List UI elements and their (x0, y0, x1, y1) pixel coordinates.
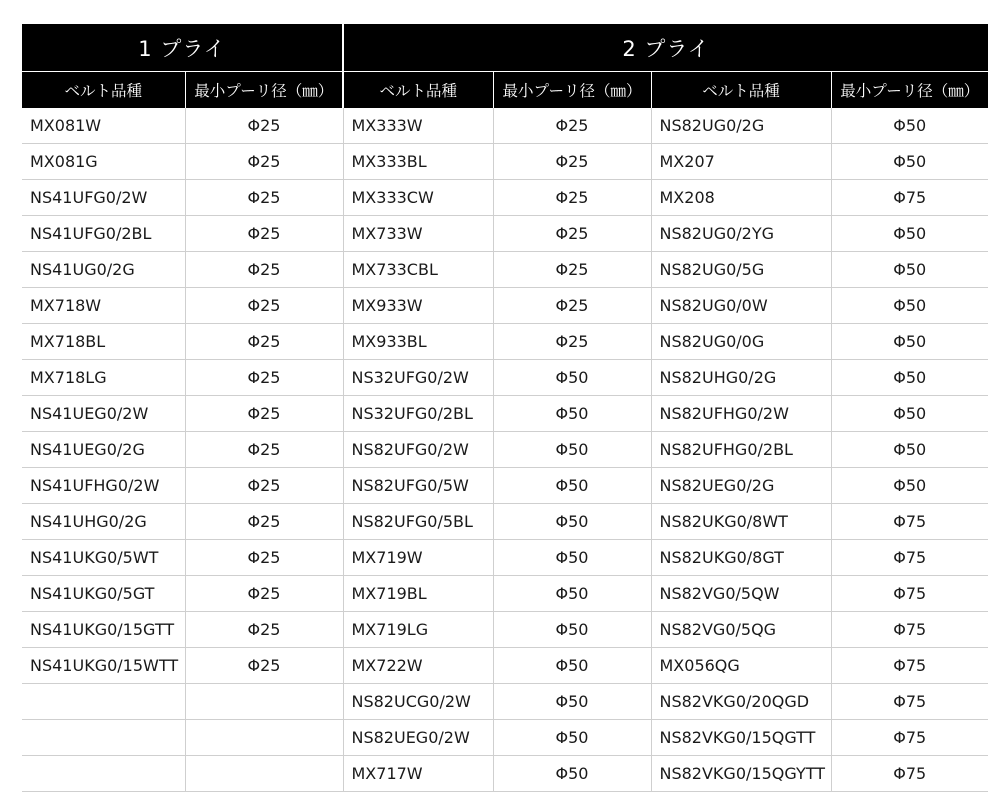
min-pulley-cell: Φ75 (831, 504, 988, 540)
table-row (22, 576, 988, 612)
min-pulley-cell: Φ25 (185, 360, 343, 396)
table-row (22, 396, 988, 432)
min-pulley-cell: Φ25 (185, 468, 343, 504)
column-header-row (22, 72, 988, 109)
min-pulley-cell: Φ50 (831, 432, 988, 468)
col-min-pulley: 最小プーリ径（㎜） (831, 72, 988, 109)
min-pulley-cell: Φ50 (493, 360, 651, 396)
belt-type-cell: NS82UFHG0/2W (651, 396, 831, 432)
belt-type-cell: NS41UG0/2G (22, 252, 185, 288)
min-pulley-cell: Φ75 (831, 612, 988, 648)
belt-type-cell: NS82UEG0/2W (343, 720, 493, 756)
min-pulley-cell: Φ25 (185, 180, 343, 216)
table-row (22, 144, 988, 180)
belt-type-cell: MX933BL (343, 324, 493, 360)
ply-header-row (22, 24, 988, 72)
table-row (22, 648, 988, 684)
min-pulley-cell: Φ50 (493, 396, 651, 432)
table-row (22, 108, 988, 144)
belt-type-cell (22, 684, 185, 720)
belt-type-cell: NS82UFG0/5BL (343, 504, 493, 540)
min-pulley-cell: Φ50 (831, 216, 988, 252)
belt-type-cell: NS41UKG0/15GTT (22, 612, 185, 648)
min-pulley-cell: Φ25 (185, 648, 343, 684)
table-body (22, 108, 988, 792)
min-pulley-cell: Φ50 (831, 396, 988, 432)
min-pulley-cell: Φ75 (831, 576, 988, 612)
min-pulley-cell: Φ50 (493, 504, 651, 540)
min-pulley-cell: Φ50 (831, 144, 988, 180)
belt-type-cell: NS41UEG0/2G (22, 432, 185, 468)
belt-type-cell: NS82UG0/5G (651, 252, 831, 288)
min-pulley-cell: Φ75 (831, 648, 988, 684)
table-row (22, 756, 988, 792)
min-pulley-cell: Φ50 (831, 468, 988, 504)
min-pulley-cell: Φ25 (185, 108, 343, 144)
belt-type-cell: NS82UFHG0/2BL (651, 432, 831, 468)
pulley-table-container (22, 24, 988, 792)
belt-type-cell: MX933W (343, 288, 493, 324)
table-row (22, 612, 988, 648)
belt-type-cell: MX718W (22, 288, 185, 324)
belt-type-cell: MX081W (22, 108, 185, 144)
min-pulley-cell: Φ75 (831, 684, 988, 720)
min-pulley-cell: Φ25 (185, 216, 343, 252)
table-row (22, 720, 988, 756)
min-pulley-cell: Φ25 (493, 216, 651, 252)
belt-type-cell: NS41UFHG0/2W (22, 468, 185, 504)
min-pulley-cell: Φ75 (831, 756, 988, 792)
belt-pulley-table (22, 24, 988, 792)
min-pulley-cell (185, 756, 343, 792)
belt-type-cell: MX719LG (343, 612, 493, 648)
belt-type-cell: MX733W (343, 216, 493, 252)
min-pulley-cell: Φ25 (185, 324, 343, 360)
min-pulley-cell: Φ25 (493, 252, 651, 288)
min-pulley-cell: Φ25 (185, 396, 343, 432)
min-pulley-cell: Φ25 (185, 252, 343, 288)
min-pulley-cell: Φ75 (831, 540, 988, 576)
table-row (22, 324, 988, 360)
belt-type-cell: NS82VKG0/15QGYTT (651, 756, 831, 792)
belt-type-cell: MX733CBL (343, 252, 493, 288)
min-pulley-cell: Φ25 (493, 324, 651, 360)
min-pulley-cell: Φ50 (831, 252, 988, 288)
min-pulley-cell: Φ75 (831, 180, 988, 216)
belt-type-cell: MX056QG (651, 648, 831, 684)
table-row (22, 468, 988, 504)
belt-type-cell: MX208 (651, 180, 831, 216)
belt-type-cell: NS41UKG0/15WTT (22, 648, 185, 684)
min-pulley-cell: Φ50 (831, 108, 988, 144)
min-pulley-cell: Φ25 (493, 144, 651, 180)
belt-type-cell: NS82VG0/5QW (651, 576, 831, 612)
belt-type-cell: NS82UG0/0G (651, 324, 831, 360)
belt-type-cell: NS82VG0/5QG (651, 612, 831, 648)
belt-type-cell: MX081G (22, 144, 185, 180)
belt-type-cell: MX333W (343, 108, 493, 144)
table-row (22, 288, 988, 324)
min-pulley-cell: Φ50 (493, 648, 651, 684)
table-row (22, 216, 988, 252)
min-pulley-cell: Φ50 (493, 756, 651, 792)
belt-type-cell: MX719W (343, 540, 493, 576)
table-row (22, 540, 988, 576)
belt-type-cell: NS82VKG0/20QGD (651, 684, 831, 720)
min-pulley-cell (185, 684, 343, 720)
min-pulley-cell: Φ50 (493, 720, 651, 756)
min-pulley-cell: Φ25 (185, 288, 343, 324)
min-pulley-cell: Φ25 (185, 432, 343, 468)
min-pulley-cell: Φ25 (185, 144, 343, 180)
belt-type-cell (22, 720, 185, 756)
belt-type-cell: NS82UG0/2YG (651, 216, 831, 252)
table-row (22, 360, 988, 396)
col-min-pulley: 最小プーリ径（㎜） (185, 72, 343, 109)
belt-type-cell: NS82UKG0/8GT (651, 540, 831, 576)
min-pulley-cell: Φ50 (493, 432, 651, 468)
min-pulley-cell: Φ50 (493, 468, 651, 504)
belt-type-cell: NS41UKG0/5GT (22, 576, 185, 612)
belt-type-cell: NS32UFG0/2W (343, 360, 493, 396)
belt-type-cell: MX717W (343, 756, 493, 792)
ply1-header: 1 プライ (22, 24, 343, 72)
belt-type-cell: MX333CW (343, 180, 493, 216)
min-pulley-cell: Φ25 (185, 576, 343, 612)
belt-type-cell: NS82UHG0/2G (651, 360, 831, 396)
belt-type-cell: NS41UKG0/5WT (22, 540, 185, 576)
min-pulley-cell: Φ75 (831, 720, 988, 756)
belt-type-cell: NS82UCG0/2W (343, 684, 493, 720)
belt-type-cell: NS41UFG0/2W (22, 180, 185, 216)
belt-type-cell: NS82UEG0/2G (651, 468, 831, 504)
belt-type-cell: NS82UG0/2G (651, 108, 831, 144)
min-pulley-cell: Φ50 (493, 612, 651, 648)
belt-type-cell: NS82UKG0/8WT (651, 504, 831, 540)
min-pulley-cell: Φ25 (493, 108, 651, 144)
table-row (22, 432, 988, 468)
min-pulley-cell (185, 720, 343, 756)
min-pulley-cell: Φ25 (493, 180, 651, 216)
min-pulley-cell: Φ25 (185, 504, 343, 540)
table-row (22, 684, 988, 720)
belt-type-cell: NS82UFG0/2W (343, 432, 493, 468)
col-belt-type: ベルト品種 (343, 72, 493, 109)
belt-type-cell: NS82UFG0/5W (343, 468, 493, 504)
min-pulley-cell: Φ50 (493, 540, 651, 576)
belt-type-cell: MX207 (651, 144, 831, 180)
belt-type-cell: MX333BL (343, 144, 493, 180)
table-row (22, 504, 988, 540)
col-belt-type: ベルト品種 (651, 72, 831, 109)
min-pulley-cell: Φ25 (185, 540, 343, 576)
min-pulley-cell: Φ50 (831, 324, 988, 360)
belt-type-cell: MX722W (343, 648, 493, 684)
min-pulley-cell: Φ50 (493, 684, 651, 720)
col-belt-type: ベルト品種 (22, 72, 185, 109)
belt-type-cell (22, 756, 185, 792)
table-row (22, 252, 988, 288)
belt-type-cell: NS41UFG0/2BL (22, 216, 185, 252)
min-pulley-cell: Φ50 (831, 288, 988, 324)
belt-type-cell: NS82UG0/0W (651, 288, 831, 324)
min-pulley-cell: Φ25 (185, 612, 343, 648)
min-pulley-cell: Φ50 (831, 360, 988, 396)
table-row (22, 180, 988, 216)
belt-type-cell: MX718BL (22, 324, 185, 360)
belt-type-cell: MX719BL (343, 576, 493, 612)
belt-type-cell: NS41UHG0/2G (22, 504, 185, 540)
min-pulley-cell: Φ50 (493, 576, 651, 612)
belt-type-cell: NS32UFG0/2BL (343, 396, 493, 432)
min-pulley-cell: Φ25 (493, 288, 651, 324)
col-min-pulley: 最小プーリ径（㎜） (493, 72, 651, 109)
ply2-header: 2 プライ (343, 24, 988, 72)
belt-type-cell: NS41UEG0/2W (22, 396, 185, 432)
belt-type-cell: NS82VKG0/15QGTT (651, 720, 831, 756)
belt-type-cell: MX718LG (22, 360, 185, 396)
